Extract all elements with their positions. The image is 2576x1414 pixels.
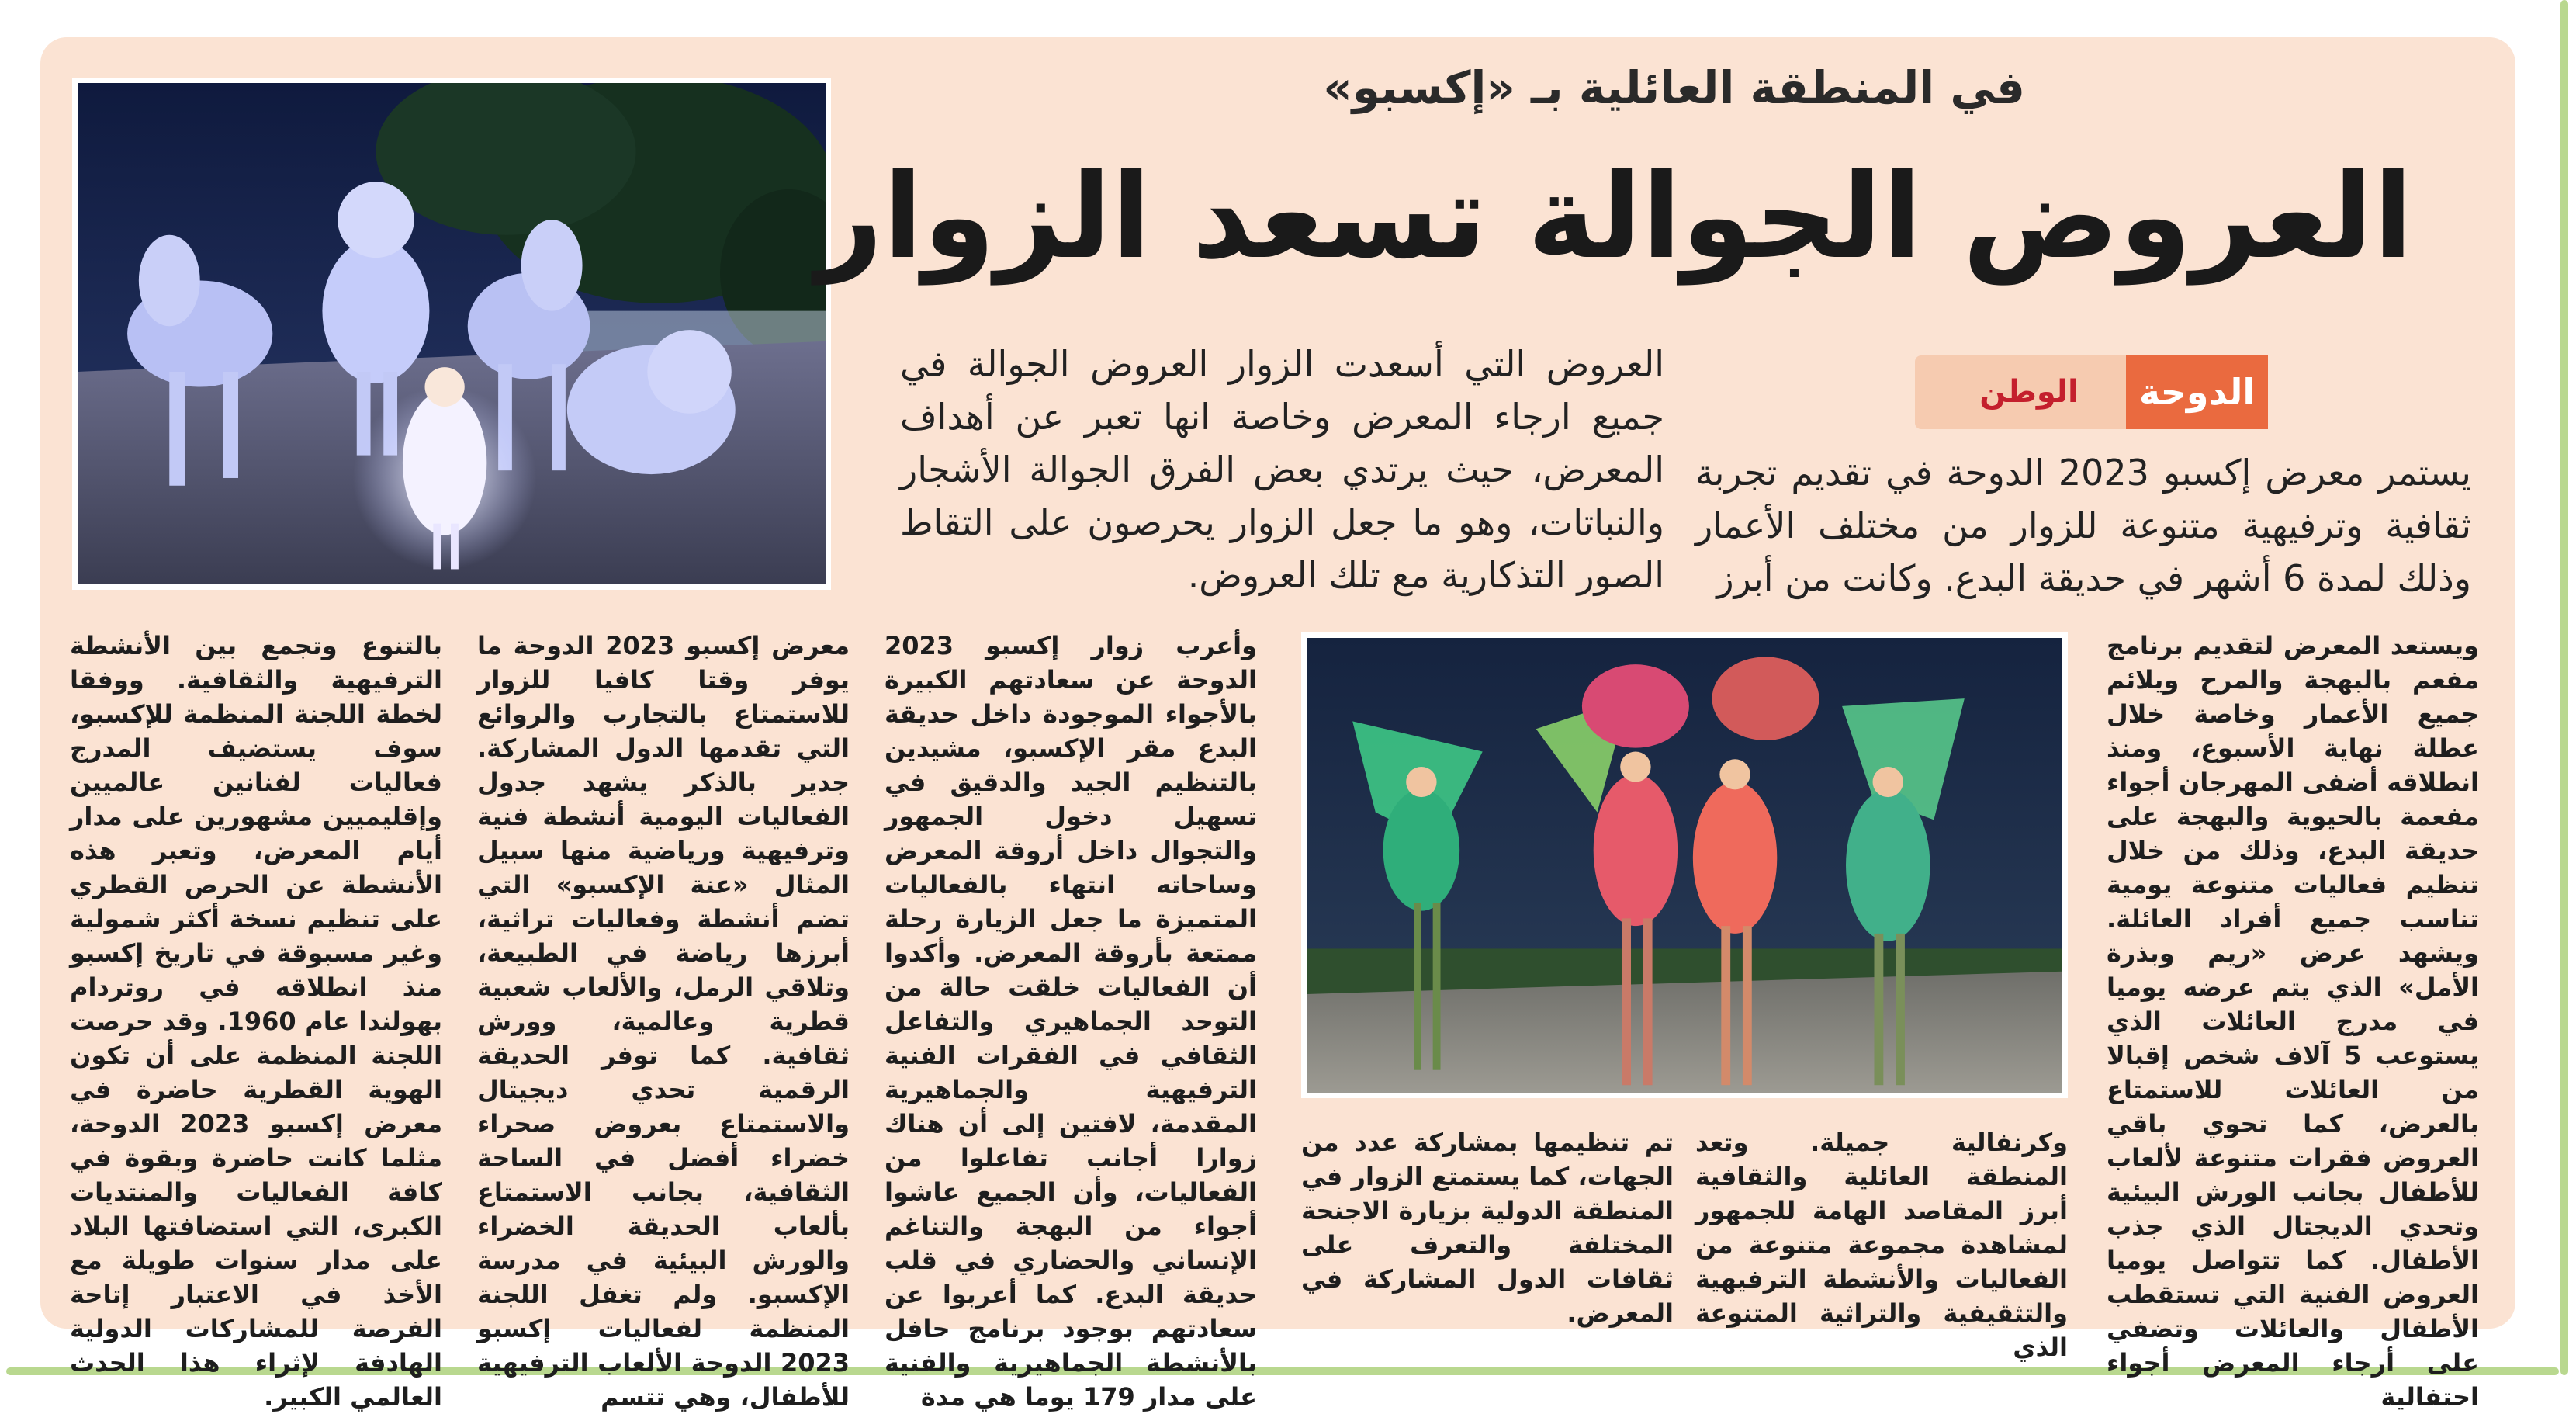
article-kicker: في المنطقة العائلية بـ «إكسبو» <box>1323 61 2025 114</box>
body-column-6: بالتنوع وتجمع بين الأنشطة الترفيهية والثقافية. ووفقا لخطة اللجنة المنظمة للإكسبو، سوف يستضيف المدرج فعاليات لفنانين عالميين وإقليميين مشهورين على مدار أيام المعرض، وتعبر هذه الأنشطة عن الحرص القطري على تنظيم نسخة أكثر شمولية وغير مسبوقة في تاريخ إكسبو منذ انطلاقه في روتردام بهولندا عام 1960. وقد حرصت اللجنة المنظمة على أن تكون الهوية القطرية حاضرة في معرض إكسبو 2023 الدوحة، مثلما كانت حاضرة وبقوة في كافة الفعاليات والمنتديات الكبرى، التي استضافتها البلاد على مدار سنوات طويلة مع الأخذ في الاعتبار إتاحة الفرصة للمشاركات الدولية الهادفة لإثراء هذا الحدث العالمي الكبير. <box>70 631 443 1412</box>
stilt-walker-costume-performers-photo <box>1301 632 2068 1098</box>
night-garden-sculptures-photo <box>72 78 831 590</box>
lede-right: يستمر معرض إكسبو 2023 الدوحة في تقديم تجربة ثقافية وترفيهية متنوعة للزوار من مختلف الأعمار وذلك لمدة 6 أشهر في حديقة البدع. وكانت من أبرز <box>1695 452 2471 599</box>
lede-left: العروض التي أسعدت الزوار العروض الجوالة في جميع ارجاء المعرض وخاصة انها تعبر عن أهداف المعرض، حيث يرتدي بعض الفرق الجوالة الأشجار والنباتات، وهو ما جعل الزوار يحرصون على التقاط الصور التذكارية مع تلك العروض. <box>900 343 1664 596</box>
body-column-2: وكرنفالية جميلة. وتعد المنطقة العائلية والثقافية أبرز المقاصد الهامة للجمهور لمشاهدة مجموعة متنوعة من الفعاليات والأنشطة الترفيهية والتثقيفية والتراثية المتنوعة الذي <box>1695 1128 2068 1362</box>
body-column-5: معرض إكسبو 2023 الدوحة ما يوفر وقتا كافيا للزوار للاستمتاع بالتجارب والروائع التي تقدمها الدول المشاركة. جدير بالذكر يشهد جدول الفعاليات اليومية أنشطة فنية وترفيهية ورياضية منها سبيل المثال «عنة الإكسبو» التي تضم أنشطة وفعاليات تراثية، أبرزها رياضة في الطبيعة، وتلاقي الرمل، والألعاب شعبية قطرية وعالمية، وورش ثقافية. كما توفر الحديقة الرقمية تحدي ديجيتال والاستمتاع بعروض صحراء خضراء أفضل في الساحة الثقافية، بجانب الاستمتاع بألعاب الحديقة الخضراء والورش البيئية في مدرسة الإكسبو. ولم تغفل اللجنة المنظمة لفعاليات إكسبو 2023 الدوحة الألعاب الترفيهية للأطفال، وهي تتسم <box>477 631 850 1412</box>
article-headline: العروض الجوالة تسعد الزوار <box>815 150 2413 285</box>
page-border-right <box>2560 0 2568 1375</box>
body-column-1: ويستعد المعرض لتقديم برنامج مفعم بالبهجة والمرح ويلائم جميع الأعمار وخاصة خلال عطلة نهاية الأسبوع، ومنذ انطلاقه أضفى المهرجان أجواء مفعمة بالحيوية والبهجة على حديقة البدع، وذلك من خلال تنظيم فعاليات متنوعة يومية تناسب جميع أفراد العائلة. ويشهد عرض «ريم وبذرة الأمل» الذي يتم عرضه يوميا في مدرج العائلات الذي يستوعب 5 آلاف شخص إقبالا من العائلات للاستمتاع بالعرض، كما تحوي باقي العروض فقرات متنوعة لألعاب للأطفال بجانب الورش البيئية وتحدي الديجتال الذي جذب الأطفال. كما تتواصل يوميا العروض الفنية التي تستقطب الأطفال والعائلات وتضفي على أرجاء المعرض أجواء احتفالية <box>2107 631 2479 1412</box>
dateline-city: الدوحة <box>2126 355 2268 429</box>
body-column-4: وأعرب زوار إكسبو 2023 الدوحة عن سعادتهم الكبيرة بالأجواء الموجودة داخل حديقة البدع مقر الإكسبو، مشيدين بالتنظيم الجيد والدقيق في تسهيل دخول الجمهور والتجوال داخل أروقة المعرض وساحاته انتهاء بالفعاليات المتميزة ما جعل الزيارة رحلة ممتعة بأروقة المعرض. وأكدوا أن الفعاليات خلقت حالة من التوحد الجماهيري والتفاعل الثقافي في الفقرات الفنية الترفيهية والجماهيرية المقدمة، لافتين إلى أن هناك زوارا أجانب تفاعلوا من الفعاليات، وأن الجميع عاشوا أجواء من البهجة والتناغم الإنساني والحضاري في قلب حديقة البدع. كما أعربوا عن سعادتهم بوجود برنامج حافل بالأنشطة الجماهيرية والفنية على مدار 179 يوما هي مدة <box>885 631 1257 1412</box>
body-column-3: تم تنظيمها بمشاركة عدد من الجهات، كما يستمتع الزوار في المنطقة الدولية بزيارة الاجنحة المختلفة والتعرف على ثقافات الدول المشاركة في المعرض. <box>1301 1128 1674 1328</box>
source-brand-logo: الوطن <box>1979 374 2079 410</box>
